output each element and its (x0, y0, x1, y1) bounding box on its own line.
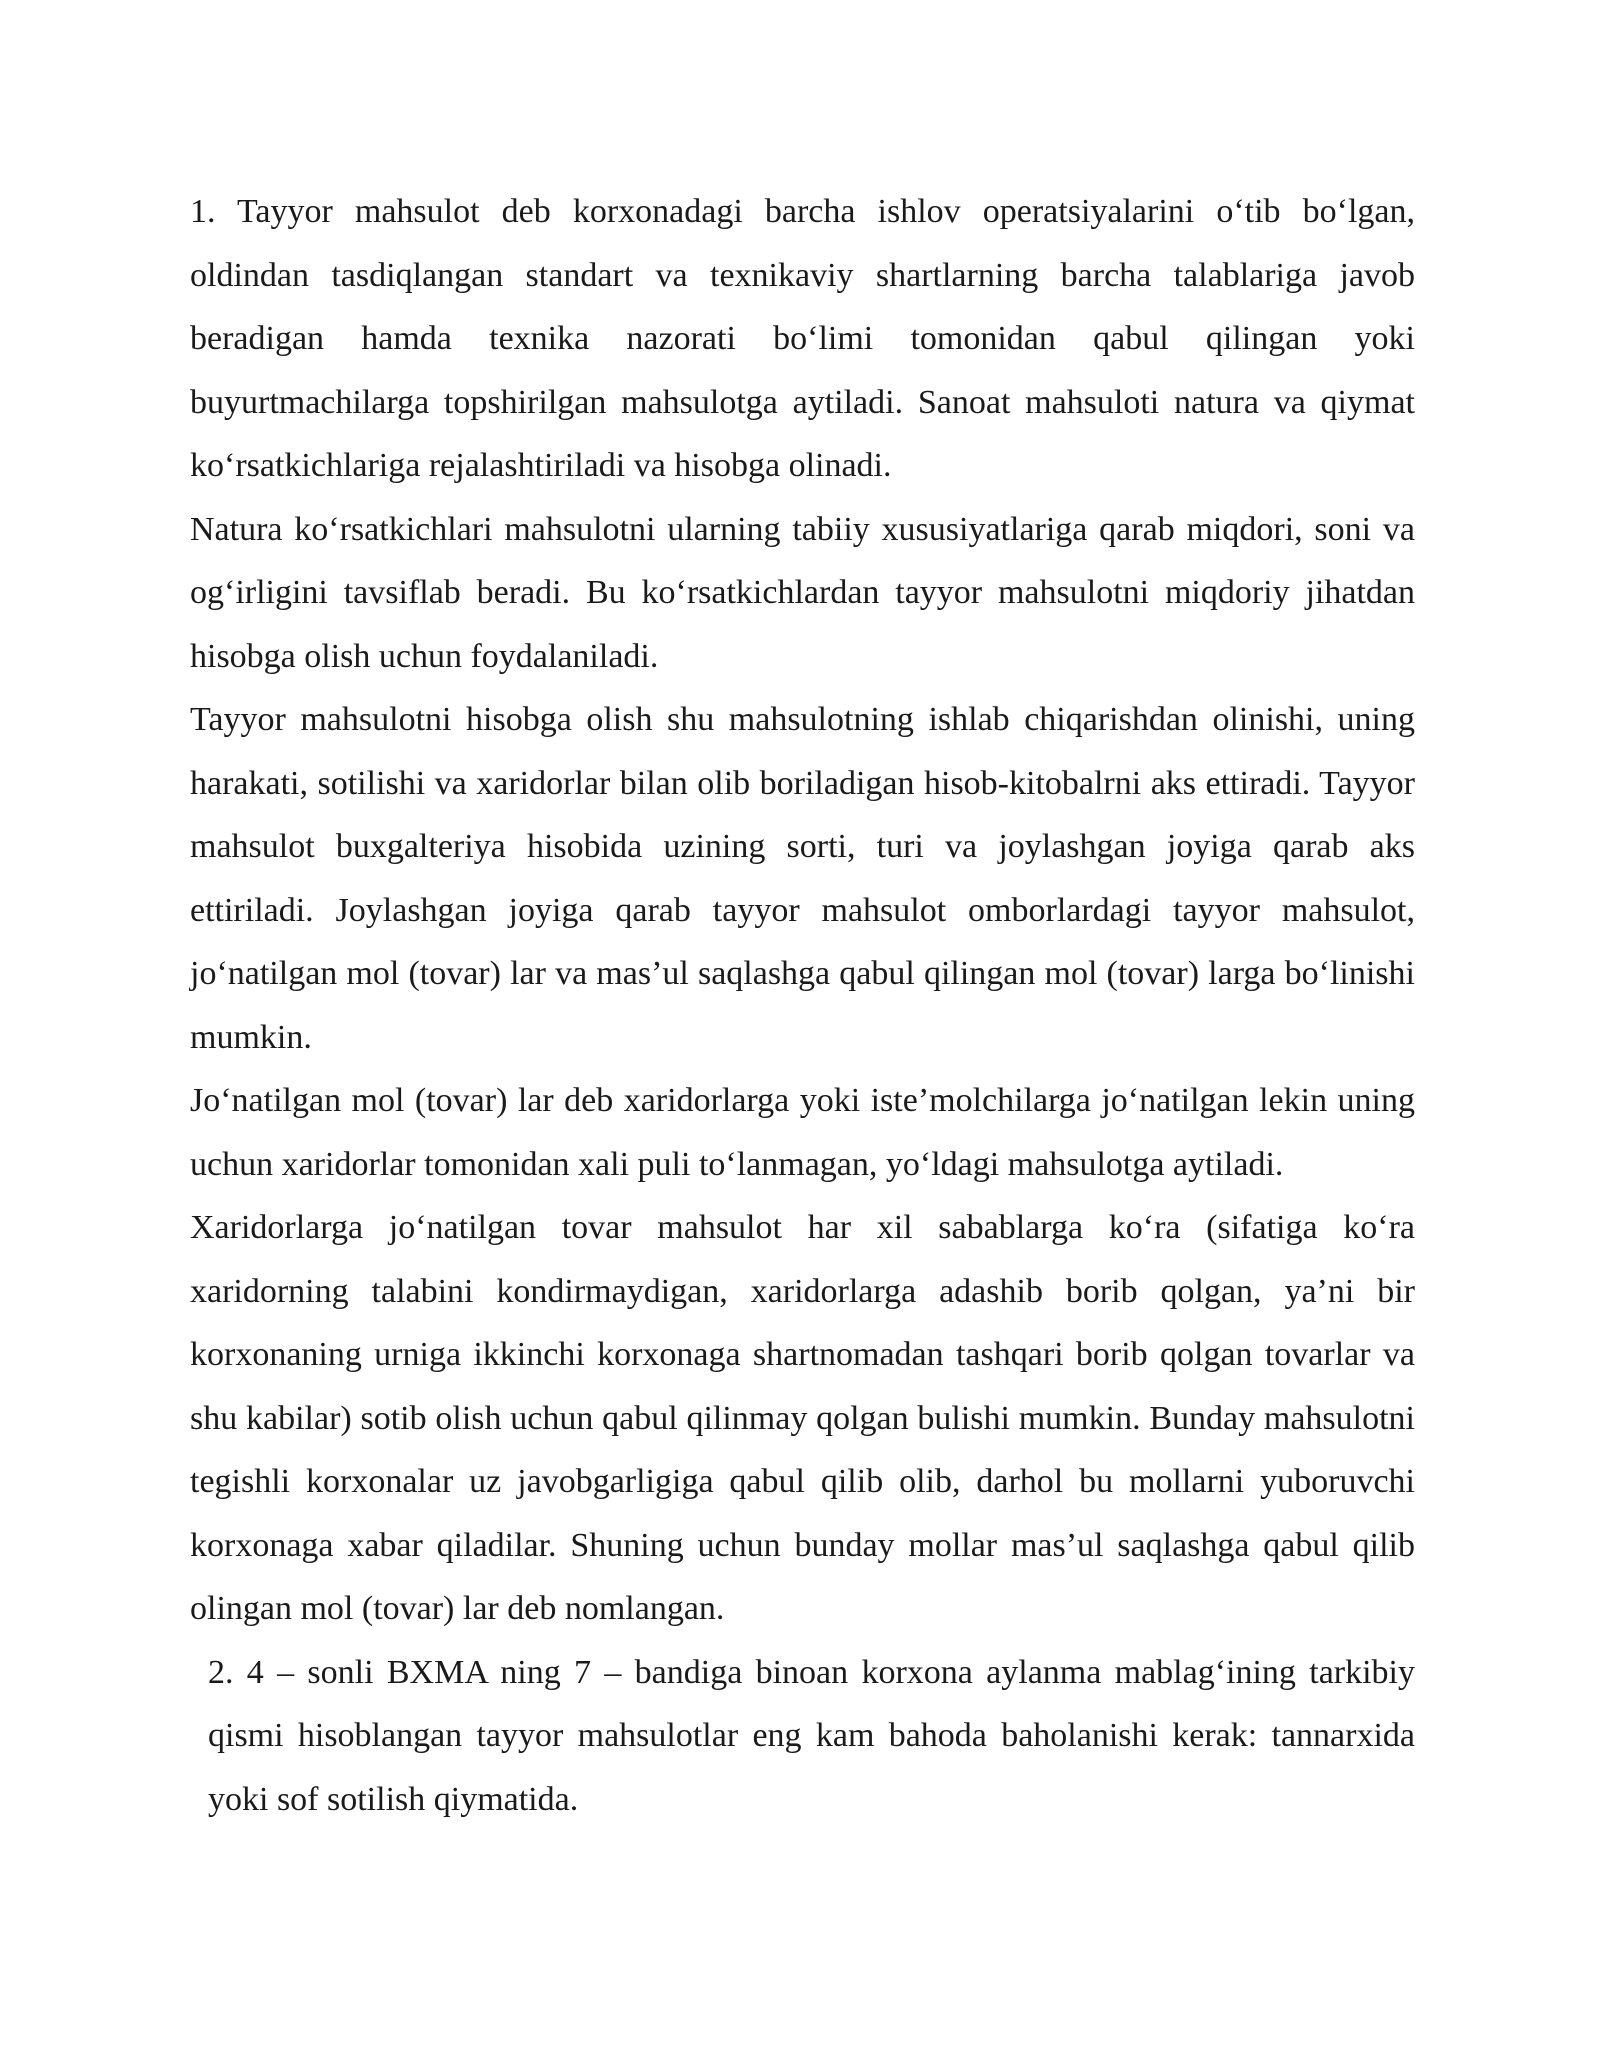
paragraph-finished-goods-accounting: Tayyor mahsulotni hisobga olish shu mahsulotning ishlab chiqarishdan olinishi, uning harakati, sotilishi va xaridorlar bilan olib boriladigan hisob-kitobalrni aks ettiradi. Tayyor mahsulot buxgalteriya hisobida uzining sorti, turi va joylashgan joyiga qarab aks ettiriladi. Joylashgan joyiga qarab tayyor mahsulot omborlardagi tayyor mahsulot, jo‘natilgan mol (tovar) lar va mas’ul saqlashga qabul qilingan mol (tovar) larga bo‘linishi mumkin. (190, 701, 1415, 1056)
paragraph-natural-indicators: Natura ko‘rsatkichlari mahsulotni ularning tabiiy xususiyatlariga qarab miqdori, soni va og‘irligini tavsiflab beradi. Bu ko‘rsatkichlardan tayyor mahsulotni miqdoriy jihatdan hisobga olish uchun foydalaniladi. (190, 510, 1415, 675)
paragraph-shipped-goods: Jo‘natilgan mol (tovar) lar deb xaridorlarga yoki iste’molchilarga jo‘natilgan lekin uning uchun xaridorlar tomonidan xali puli to‘lanmagan, yo‘ldagi mahsulotga aytiladi. (190, 1082, 1415, 1183)
paragraph-valuation-standard: 2. 4 – sonli BXMA ning 7 – bandiga binoan korxona aylanma mablag‘ining tarkibiy qismi hisoblangan tayyor mahsulotlar eng kam bahoda baholanishi kerak: tannarxida yoki sof sotilish qiymatida. (208, 1653, 1415, 1818)
document-body (190, 180, 1415, 1831)
paragraph-rejected-goods: Xaridorlarga jo‘natilgan tovar mahsulot har xil sabablarga ko‘ra (sifatiga ko‘ra xaridorning talabini kondirmaydigan, xaridorlarga adashib borib qolgan, ya’ni bir korxonaning urniga ikkinchi korxonaga shartnomadan tashqari borib qolgan tovarlar va shu kabilar) sotib olish uchun qabul qilinmay qolgan bulishi mumkin. Bunday mahsulotni tegishli korxonalar uz javobgarligiga qabul qilib olib, darhol bu mollarni yuboruvchi korxonaga xabar qiladilar. Shuning uchun bunday mollar mas’ul saqlashga qabul qilib olingan mol (tovar) lar deb nomlangan. (190, 1209, 1415, 1627)
paragraph-finished-goods-definition: 1. Tayyor mahsulot deb korxonadagi barcha ishlov operatsiyalarini o‘tib bo‘lgan, oldindan tasdiqlangan standart va texnikaviy shartlarning barcha talablariga javob beradigan hamda texnika nazorati bo‘limi tomonidan qabul qilingan yoki buyurtmachilarga topshirilgan mahsulotga aytiladi. Sanoat mahsuloti natura va qiymat ko‘rsatkichlariga rejalashtiriladi va hisobga olinadi. (190, 193, 1415, 484)
